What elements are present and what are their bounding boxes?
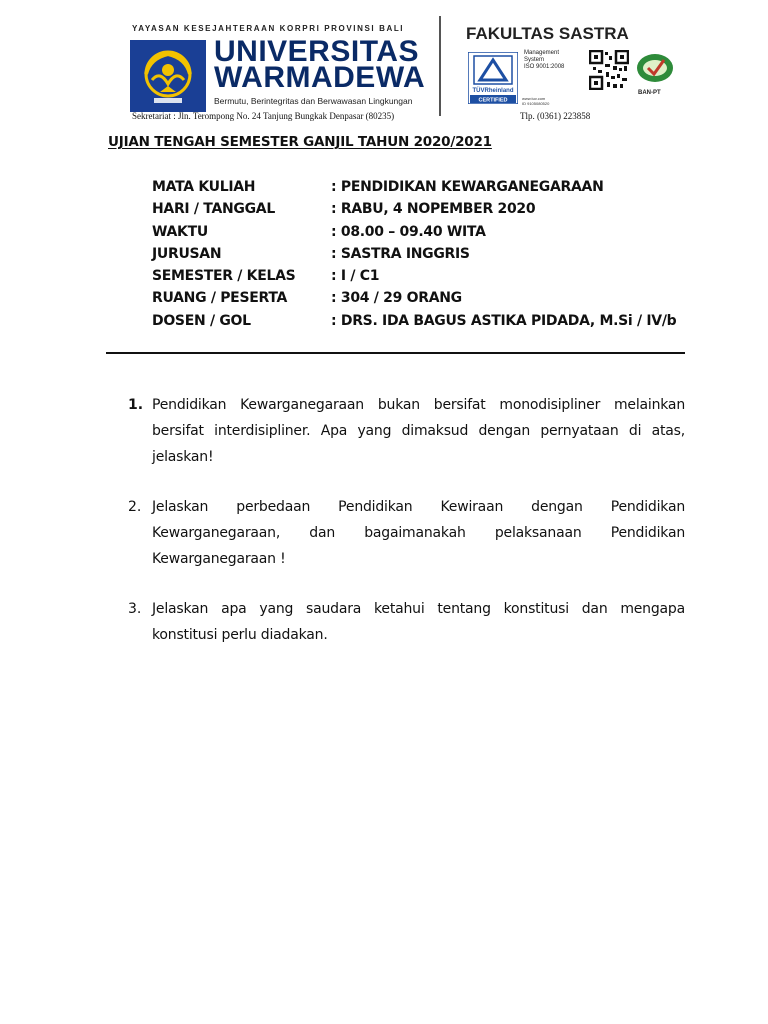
info-key: HARI / TANGGAL <box>152 201 275 218</box>
info-key: JURUSAN <box>152 245 222 262</box>
info-value: : 304 / 29 ORANG <box>331 290 462 307</box>
info-value: : PENDIDIKAN KEWARGANEGARAAN <box>331 179 604 195</box>
info-value: : RABU, 4 NOPEMBER 2020 <box>331 201 536 218</box>
secretariat-address: Sekretariat : Jln. Terompong No. 24 Tanjung Bungkak Denpasar (80235) <box>132 111 395 121</box>
info-key: SEMESTER / KELAS <box>152 268 296 285</box>
question-item <box>128 596 685 648</box>
foundation-name: YAYASAN KESEJAHTERAAN KORPRI PROVINSI BALI <box>132 24 405 33</box>
question-list <box>128 392 685 672</box>
info-key: MATA KULIAH <box>152 179 256 195</box>
certification-url: www.tuv.com ID 9105080520 <box>522 96 550 106</box>
phone-number: Tlp. (0361) 223858 <box>520 111 591 121</box>
iso-certification-text: Management System ISO 9001:2008 <box>524 50 565 70</box>
university-logo-icon <box>130 40 206 112</box>
tuv-label: TÜVRheinland <box>472 88 514 94</box>
info-value: : 08.00 – 09.40 WITA <box>331 223 486 240</box>
question-item <box>128 494 685 572</box>
faculty-name: FAKULTAS SASTRA <box>466 24 629 43</box>
question-text: Jelaskan perbedaan Pendidikan Kewiraan dengan Pendidikan Kewarganegaraan, dan bagaimanakah pelaksanaan Pendidikan Kewarganegaraan ! <box>152 499 685 567</box>
info-key: DOSEN / GOL <box>152 312 251 329</box>
question-item <box>128 392 685 470</box>
university-tagline: Bermutu, Berintegritas dan Berwawasan Lingkungan <box>214 96 413 106</box>
question-number: 3. <box>128 601 142 617</box>
qr-code-icon <box>589 50 629 90</box>
info-key: WAKTU <box>152 223 208 240</box>
info-value: : SASTRA INGGRIS <box>331 245 470 262</box>
horizontal-rule <box>106 352 685 354</box>
question-number: 1. <box>128 397 144 413</box>
question-text: Pendidikan Kewarganegaraan bukan bersifat monodisipliner melainkan bersifat interdisipliner. Apa yang dimaksud dengan pernyataan di atas, jelaskan! <box>152 397 685 465</box>
letterhead <box>104 8 682 122</box>
ban-pt-logo-icon <box>634 48 676 92</box>
tuv-certified-label: CERTIFIED <box>478 97 508 104</box>
info-value: : I / C1 <box>331 268 380 285</box>
letterhead-divider <box>439 16 441 116</box>
info-value: : DRS. IDA BAGUS ASTIKA PIDADA, M.Si / IV/b <box>331 312 677 329</box>
university-name <box>214 35 426 94</box>
university-name-line1: UNIVERSITAS <box>214 35 419 68</box>
tuv-certification-icon <box>468 52 518 104</box>
ban-pt-label: BAN-PT <box>638 90 661 96</box>
info-key: RUANG / PESERTA <box>152 290 288 307</box>
university-name-line2: WARMADEWA <box>214 61 426 94</box>
question-text: Jelaskan apa yang saudara ketahui tentang konstitusi dan mengapa konstitusi perlu diadakan. <box>152 601 685 643</box>
question-number: 2. <box>128 499 142 515</box>
exam-title: UJIAN TENGAH SEMESTER GANJIL TAHUN 2020/2021 <box>108 134 492 150</box>
